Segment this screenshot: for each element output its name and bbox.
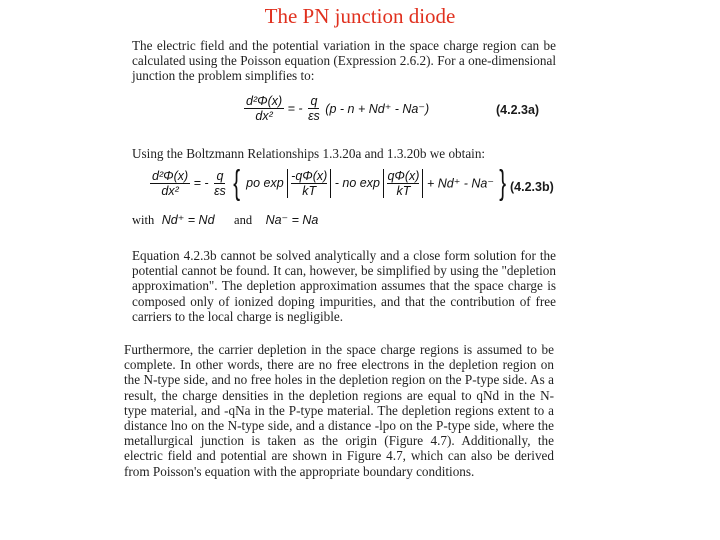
eq2-eps: εs: [214, 183, 226, 198]
eq2-exp1: [287, 169, 331, 198]
eq2-lhs: [150, 169, 190, 198]
eq1-lhs-numerator: d²Φ(x): [246, 94, 283, 108]
eq1-lhs: [244, 94, 284, 123]
depletion-paragraph: Equation 4.2.3b cannot be solved analytically and a close form solution for the potential cannot be found. It can, however, be simplified by using the "depletion approximation". The depletion approximation assumes that the space charge is composed only of ionized doping impurities, and that the contribution of free carriers to the local charge is negligible.: [132, 248, 556, 324]
na-relation: Na⁻ = Na: [265, 213, 319, 227]
left-brace: {: [233, 164, 241, 202]
page-title: The PN junction diode: [264, 4, 456, 28]
eq2-label: (4.2.3b): [510, 180, 554, 194]
intro-paragraph: The electric field and the potential variation in the space charge region can be calculated using the Poisson equation (Expression 2.6.2). For a one-dimensional junction the problem simplifies to:: [132, 38, 556, 84]
eq2-lhs-numerator: d²Φ(x): [152, 168, 189, 183]
equation-4-2-3a: [244, 94, 429, 123]
and-word: and: [234, 213, 253, 227]
eq1-q: q: [310, 94, 318, 108]
eq2-exp2-num: qΦ(x): [387, 168, 420, 183]
eq1-eps: εs: [308, 109, 320, 123]
eq2-exp2: [383, 169, 423, 198]
nd-relation: Nd⁺ = Nd: [161, 213, 215, 227]
right-brace: }: [499, 164, 507, 202]
eq2-exp1-den: kT: [302, 183, 317, 198]
equation-4-2-3b: [150, 164, 509, 202]
eq1-q-over-eps: [306, 94, 322, 123]
eq1-label: (4.2.3a): [496, 103, 540, 117]
eq1-lhs-denominator: dx²: [255, 109, 273, 123]
eq2-exp1-num: -qΦ(x): [291, 168, 328, 183]
eq2-equals: = -: [193, 176, 209, 190]
eq2-tail: + Nd⁺ - Na⁻: [426, 176, 494, 191]
eq2-lhs-denominator: dx²: [161, 183, 179, 198]
with-word: with: [132, 213, 155, 227]
eq1-equals: = -: [287, 101, 303, 116]
eq2-q-over-eps: [212, 169, 228, 198]
eq2-exp2-den: kT: [396, 183, 411, 198]
boltzmann-line: Using the Boltzmann Relationships 1.3.20a and 1.3.20b we obtain:: [132, 146, 486, 161]
with-line: [132, 212, 318, 228]
eq2-n0: - no exp: [334, 176, 380, 190]
eq2-p0: po exp: [246, 176, 284, 190]
eq1-rhs: (p - n + Nd⁺ - Na⁻): [325, 102, 430, 116]
eq2-q: q: [216, 168, 224, 183]
further-paragraph: Furthermore, the carrier depletion in the space charge regions is assumed to be complete. In other words, there are no free electrons in the depletion region on the N-type side, and no free holes in the depletion region on the P-type side. As a result, the charge densities in the depletion regions are equal to qNd in the N-type material, and -qNa in the P-type material. The depletion regions extent to a distance lno on the N-type side, and a distance -lpo on the P-type side, where the metallurgical junction is taken as the origin (Figure 4.7). Additionally, the electric field and potential are shown in Figure 4.7, which can also be derived from Poisson's equation with the appropriate boundary conditions.: [124, 342, 554, 479]
